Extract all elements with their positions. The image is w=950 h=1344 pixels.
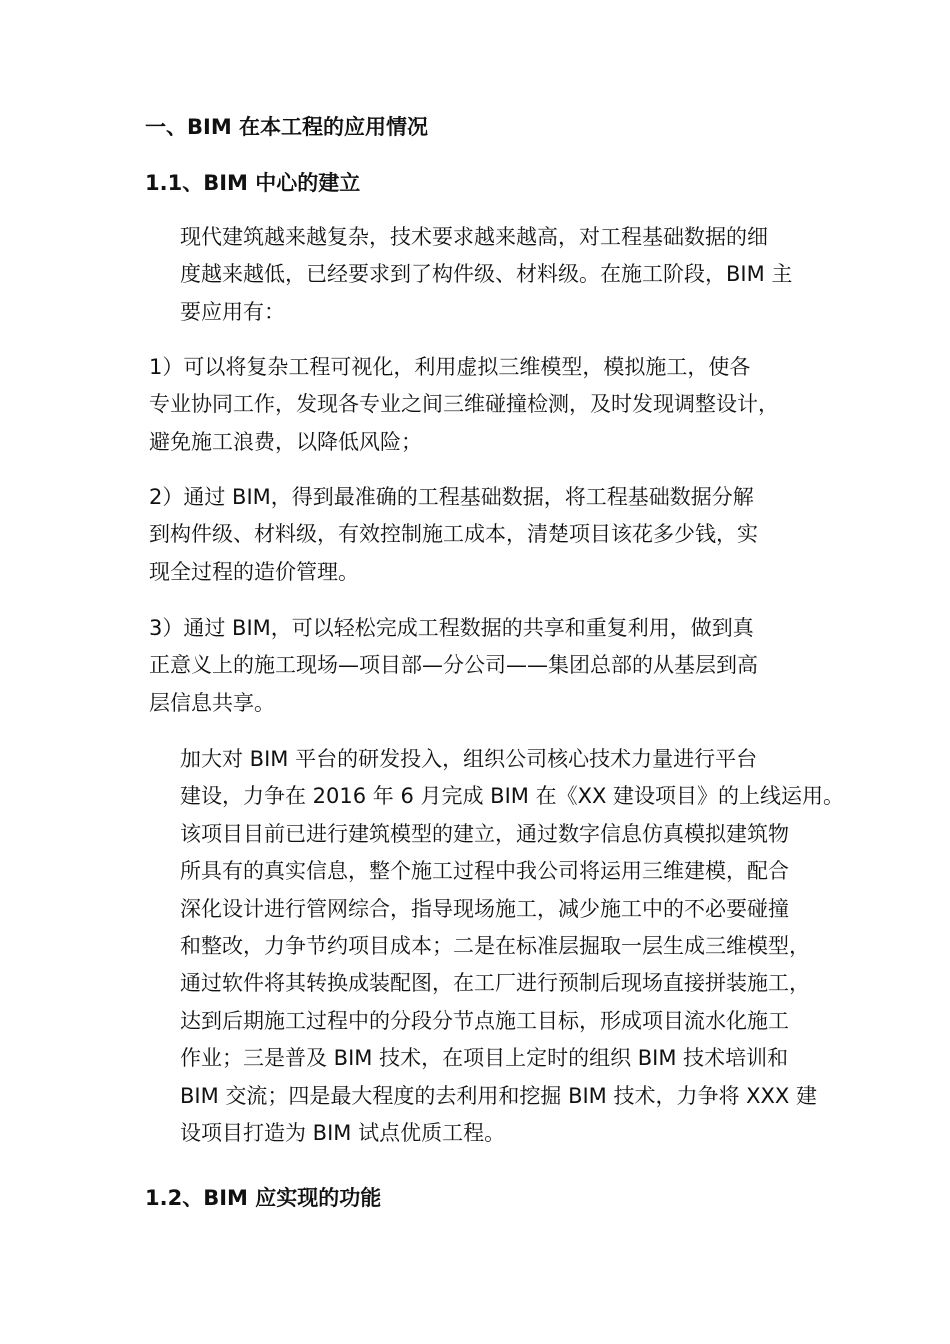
plan-line: 作业；三是普及 BIM 技术，在项目上定时的组织 BIM 技术培训和 (180, 1046, 789, 1071)
intro-paragraph (145, 219, 835, 331)
plan-line: 加大对 BIM 平台的研发投入，组织公司核心技术力量进行平台 (180, 747, 758, 771)
plan-line: 深化设计进行管网综合，指导现场施工，减少施工中的不必要碰撞 (180, 896, 789, 921)
plan-line: 建设，力争在 2016 年 6 月完成 BIM 在《XX 建设项目》的上线运用。 (180, 784, 845, 809)
plan-line: BIM 交流；四是最大程度的去利用和挖掘 BIM 技术，力争将 XXX 建 (180, 1083, 817, 1108)
intro-line: 要应用有： (180, 299, 285, 324)
plan-line: 和整改，力争节约项目成本；二是在标准层掘取一层生成三维模型， (180, 934, 810, 959)
section-heading-1-1: 1.1、BIM 中心的建立 (145, 171, 361, 195)
list-item-line: 正意义上的施工现场—项目部—分公司——集团总部的从基层到高 (149, 653, 758, 678)
list-item-line: 2）通过 BIM，得到最准确的工程基础数据，将工程基础数据分解 (149, 485, 754, 509)
section-heading-1-2: 1.2、BIM 应实现的功能 (145, 1186, 382, 1210)
plan-line: 该项目目前已进行建筑模型的建立，通过数字信息仿真模拟建筑物 (180, 821, 789, 846)
list-item-1 (145, 349, 835, 461)
list-item-line: 专业协同工作，发现各专业之间三维碰撞检测，及时发现调整设计， (149, 392, 779, 417)
intro-line: 度越来越低，已经要求到了构件级、材料级。在施工阶段，BIM 主 (180, 262, 793, 287)
plan-line: 达到后期施工过程中的分段分节点施工目标，形成项目流水化施工 (180, 1008, 789, 1033)
list-item-line: 1）可以将复杂工程可视化，利用虚拟三维模型，模拟施工，使各 (149, 355, 751, 379)
list-item-line: 3）通过 BIM，可以轻松完成工程数据的共享和重复利用，做到真 (149, 616, 754, 640)
list-item-line: 避免施工浪费，以降低风险； (149, 429, 422, 454)
list-item-line: 层信息共享。 (149, 690, 275, 715)
plan-line: 所具有的真实信息，整个施工过程中我公司将运用三维建模，配合 (180, 859, 789, 884)
plan-line: 设项目打造为 BIM 试点优质工程。 (180, 1121, 506, 1146)
list-item-2 (145, 479, 835, 591)
list-item-3 (145, 610, 835, 722)
list-item-line: 到构件级、材料级，有效控制施工成本，清楚项目该花多少钱，实 (149, 522, 758, 547)
section-heading-main: 一、BIM 在本工程的应用情况 (145, 115, 429, 139)
plan-line: 通过软件将其转换成装配图，在工厂进行预制后现场直接拼装施工， (180, 971, 810, 996)
list-item-line: 现全过程的造价管理。 (149, 559, 359, 584)
intro-line: 现代建筑越来越复杂，技术要求越来越高，对工程基础数据的细 (180, 225, 768, 249)
plan-paragraph (145, 741, 845, 1152)
